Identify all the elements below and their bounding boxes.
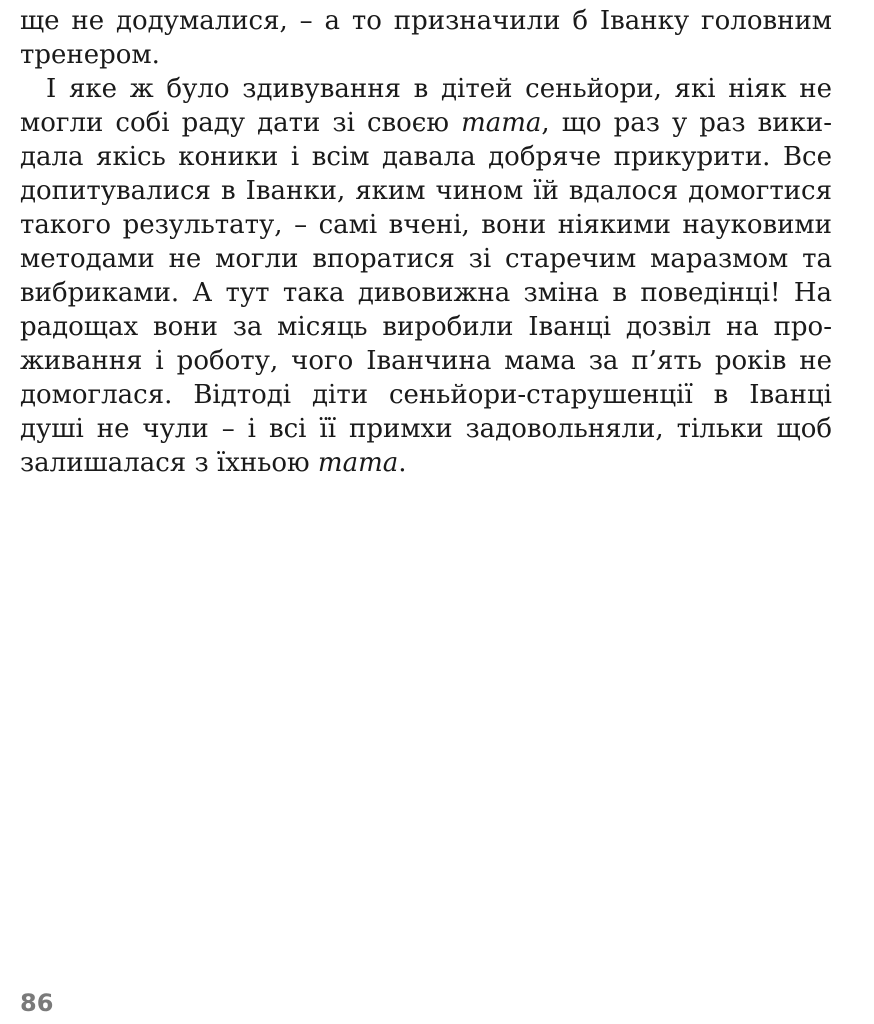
paragraph-start: І яке ж було здивування в дітей сеньйори, які ніяк не — [46, 74, 832, 104]
text-line: такого результату, – самі вчені, вони ніякими науковими — [20, 210, 832, 240]
text-line: тренером. — [20, 40, 160, 70]
text-line: допитувалися в Іванки, яким чином їй вдалося домогтися — [20, 176, 832, 206]
text-line: домоглася. Відтоді діти сеньйори-старушенції в Іванці — [20, 380, 832, 410]
text-line: ще не додумалися, – а то призначили б Іванку головним — [20, 6, 832, 36]
text-line: вибриками. А тут така дивовижна зміна в поведінці! На — [20, 278, 832, 308]
text-line: дала якісь коники і всім давала добряче прикурити. Все — [20, 142, 832, 172]
text-fragment: . — [398, 448, 407, 478]
italic-word: mama — [317, 448, 399, 478]
page-number: 86 — [20, 989, 54, 1017]
text-line — [20, 72, 832, 106]
text-line — [20, 106, 832, 140]
text-fragment: могли собі раду дати зі своєю — [20, 108, 462, 138]
text-fragment: залишалася з їхньою — [20, 448, 318, 478]
text-line: методами не могли впоратися зі старечим маразмом та — [20, 244, 832, 274]
text-line: живання і роботу, чого Іванчина мама за п’ять років не — [20, 346, 832, 376]
italic-word: mama — [461, 108, 542, 138]
body-text — [20, 4, 832, 480]
text-line: радощах вони за місяць виробили Іванці дозвіл на про- — [20, 312, 832, 342]
text-line: душі не чули – і всі її примхи задовольняли, тільки щоб — [20, 414, 832, 444]
text-line — [20, 446, 832, 480]
text-fragment: , що раз у раз вики- — [541, 108, 832, 138]
